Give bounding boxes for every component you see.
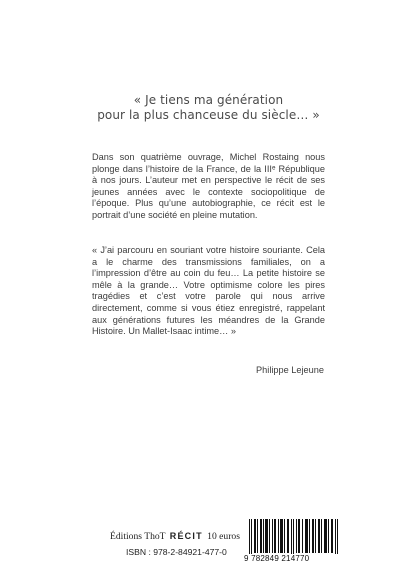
tagline-quote	[0, 93, 417, 123]
publisher-line	[110, 531, 240, 542]
tagline-line-2: pour la plus chanceuse du siècle… »	[97, 108, 320, 122]
testimonial-author: Philippe Lejeune	[256, 365, 324, 375]
isbn-number: ISBN : 978-2-84921-477-0	[126, 547, 227, 557]
publisher-name: Éditions ThoT	[110, 531, 166, 542]
price: 10 euros	[207, 531, 240, 542]
collection-name: RÉCIT	[169, 531, 203, 541]
summary-paragraph: Dans son quatrième ouvrage, Michel Rostaing nous plonge dans l’histoire de la France, de la IIIᵉ République à nos jours. L’auteur met en perspective le récit de ses jeunes années avec le contexte sociopolitique de l’époque. Plus qu’une autobiographie, ce récit est le portrait d’une société en pleine mutation.	[92, 152, 325, 220]
testimonial-paragraph: « J’ai parcouru en souriant votre histoire souriante. Cela a le charme des transmissions familiales, on a l’impression d’être au coin du feu… La petite histoire se mêle à la grande… Votre optimisme colore les pires tragédies et c’est votre parole qui nous arrive directement, comme si vous étiez enregistré, rappelant aux générations futures les méandres de la Grande Histoire. Un Mallet-Isaac intime… »	[92, 245, 325, 337]
barcode-digits: 9 782849 214770	[244, 554, 344, 564]
tagline-line-1: « Je tiens ma génération	[133, 93, 284, 107]
